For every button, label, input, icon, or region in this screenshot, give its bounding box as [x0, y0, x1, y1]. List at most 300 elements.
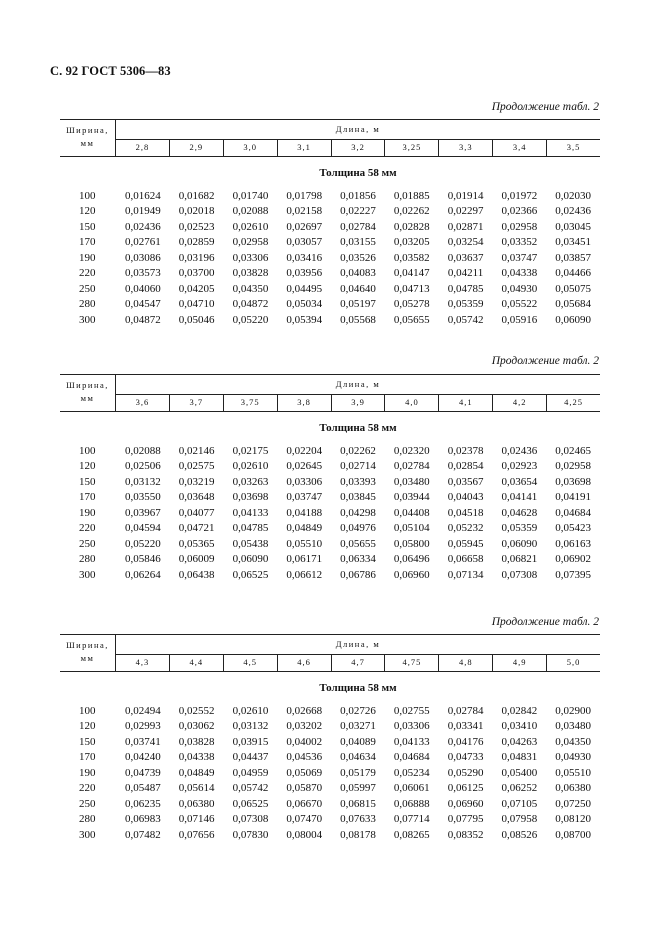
table-header: [60, 634, 600, 672]
length-header-cell: 4,4: [169, 654, 223, 671]
table-row: [60, 474, 600, 490]
volume-cell: 0,04350: [555, 735, 592, 748]
volume-cell: 0,02320: [393, 444, 430, 457]
width-cell: 280: [79, 298, 96, 311]
volume-cell: 0,05234: [393, 766, 430, 779]
volume-cell: 0,04930: [501, 282, 538, 295]
volume-cell: 0,07250: [555, 797, 592, 810]
volume-cell: 0,04298: [340, 506, 376, 519]
volume-cell: 0,03845: [340, 491, 376, 504]
volume-cell: 0,05046: [178, 313, 215, 326]
volume-cell: 0,04849: [178, 766, 215, 779]
width-cell: 300: [79, 568, 96, 581]
volume-cell: 0,03582: [393, 251, 430, 264]
length-group-header: Длина, м: [116, 120, 600, 140]
volume-cell: 0,05438: [232, 537, 269, 550]
volume-cell: 0,06380: [555, 782, 592, 795]
volume-cell: 0,03741: [125, 735, 161, 748]
volume-cell: 0,03062: [178, 720, 215, 733]
volume-cell: 0,02030: [555, 189, 592, 202]
length-header-cell: 4,3: [135, 657, 150, 667]
width-cell: 220: [79, 267, 96, 280]
volume-cell: 0,06380: [178, 797, 215, 810]
volume-cell: 0,04191: [555, 491, 592, 504]
volume-cell: 0,06525: [232, 797, 269, 810]
volume-cell: 0,06960: [393, 568, 430, 581]
volume-cell: 0,05800: [393, 537, 430, 550]
volume-cell: 0,02204: [286, 444, 323, 457]
volume-table: [60, 634, 600, 843]
volume-cell: 0,02993: [125, 720, 161, 733]
width-cell: 300: [79, 828, 96, 841]
volume-cell: 0,07146: [178, 813, 215, 826]
volume-cell: 0,06171: [286, 553, 323, 566]
length-header-cell: 3,2: [331, 139, 385, 156]
thickness-caption: Толщина 58 мм: [319, 167, 397, 179]
volume-cell: 0,05568: [340, 313, 376, 326]
volume-cell: 0,07958: [501, 813, 538, 826]
volume-cell: 0,03155: [340, 236, 376, 249]
volume-cell: 0,08120: [555, 813, 592, 826]
volume-cell: 0,02610: [232, 220, 269, 233]
volume-cell: 0,03550: [125, 491, 161, 504]
volume-cell: 0,07470: [286, 813, 323, 826]
volume-cell: 0,05104: [393, 522, 430, 535]
volume-cell: 0,02088: [232, 205, 269, 218]
volume-cell: 0,03352: [501, 236, 538, 249]
volume-cell: 0,03828: [178, 735, 215, 748]
width-cell: 150: [79, 735, 96, 748]
volume-cell: 0,05359: [447, 298, 484, 311]
volume-cell: 0,02506: [125, 460, 161, 473]
volume-cell: 0,05997: [340, 782, 376, 795]
volume-cell: 0,05069: [286, 766, 323, 779]
width-cell: 190: [79, 506, 96, 519]
length-values-row: [116, 394, 600, 411]
volume-cell: 0,02088: [125, 444, 161, 457]
width-cell: 100: [79, 704, 96, 717]
volume-cell: 0,03263: [232, 475, 269, 488]
volume-cell: 0,02958: [501, 220, 538, 233]
table-row: [60, 490, 600, 506]
volume-cell: 0,04594: [125, 522, 161, 535]
length-header-cell: 4,6: [277, 654, 331, 671]
volume-cell: 0,02366: [501, 205, 538, 218]
volume-cell: 0,03700: [178, 267, 215, 280]
volume-cell: 0,02436: [501, 444, 538, 457]
volume-cell: 0,04547: [125, 298, 161, 311]
volume-cell: 0,02262: [393, 205, 430, 218]
volume-cell: 0,06090: [232, 553, 269, 566]
volume-cell: 0,04872: [232, 298, 269, 311]
volume-cell: 0,04640: [340, 282, 376, 295]
volume-cell: 0,05197: [340, 298, 376, 311]
volume-cell: 0,08526: [501, 828, 538, 841]
volume-cell: 0,02575: [178, 460, 215, 473]
volume-cell: 0,04495: [286, 282, 323, 295]
volume-cell: 0,07395: [555, 568, 592, 581]
volume-cell: 0,08178: [340, 828, 376, 841]
volume-cell: 0,04466: [555, 267, 592, 280]
volume-cell: 0,01885: [393, 189, 430, 202]
volume-cell: 0,05684: [555, 298, 592, 311]
volume-cell: 0,02784: [340, 220, 376, 233]
table-row: [60, 521, 600, 537]
volume-cell: 0,03341: [447, 720, 484, 733]
volume-cell: 0,01949: [125, 205, 161, 218]
table-row: [60, 765, 600, 781]
width-cell: 280: [79, 813, 96, 826]
volume-cell: 0,07633: [340, 813, 376, 826]
volume-cell: 0,04240: [125, 751, 161, 764]
volume-cell: 0,05278: [393, 298, 430, 311]
volume-cell: 0,04205: [178, 282, 215, 295]
table-row: [60, 281, 600, 297]
volume-cell: 0,06496: [393, 553, 430, 566]
volume-cell: 0,02494: [125, 704, 161, 717]
width-cell: 120: [79, 720, 96, 733]
volume-cell: 0,04785: [447, 282, 484, 295]
volume-cell: 0,03915: [232, 735, 269, 748]
volume-cell: 0,03654: [501, 475, 538, 488]
volume-cell: 0,04060: [125, 282, 161, 295]
volume-cell: 0,06658: [447, 553, 484, 566]
length-header-cell: 3,3: [438, 139, 492, 156]
volume-cell: 0,02784: [447, 704, 484, 717]
volume-cell: 0,02854: [447, 460, 484, 473]
volume-cell: 0,06090: [501, 537, 538, 550]
volume-cell: 0,03410: [501, 720, 538, 733]
volume-cell: 0,04147: [393, 267, 430, 280]
length-header-cell: 3,8: [277, 394, 331, 411]
table-row: [60, 703, 600, 719]
volume-cell: 0,02714: [340, 460, 376, 473]
width-header-line: мм: [80, 138, 95, 148]
volume-cell: 0,04133: [393, 735, 430, 748]
width-cell: 220: [79, 782, 96, 795]
table-row: [60, 204, 600, 220]
table-row: [60, 781, 600, 797]
volume-cell: 0,03254: [447, 236, 484, 249]
volume-cell: 0,05232: [447, 522, 484, 535]
volume-cell: 0,05945: [447, 537, 484, 550]
length-header-cell: 4,75: [384, 654, 438, 671]
volume-cell: 0,03132: [125, 475, 161, 488]
thickness-caption: Толщина 58 мм: [319, 682, 397, 694]
volume-cell: 0,05522: [501, 298, 538, 311]
width-header-line: Ширина,: [66, 125, 109, 135]
volume-cell: 0,05846: [125, 553, 161, 566]
volume-cell: 0,07134: [447, 568, 484, 581]
volume-cell: 0,05075: [555, 282, 592, 295]
length-header-cell: 4,0: [384, 394, 438, 411]
volume-cell: 0,04628: [501, 506, 538, 519]
volume-cell: 0,04141: [501, 491, 538, 504]
volume-cell: 0,03271: [340, 720, 376, 733]
volume-cell: 0,05742: [232, 782, 269, 795]
width-header-line: мм: [80, 393, 95, 403]
volume-cell: 0,03567: [447, 475, 484, 488]
width-cell: 250: [79, 537, 96, 550]
volume-cell: 0,02871: [447, 220, 484, 233]
width-cell: 190: [79, 251, 96, 264]
volume-cell: 0,06252: [501, 782, 538, 795]
volume-cell: 0,04338: [178, 751, 215, 764]
volume-cell: 0,04536: [286, 751, 323, 764]
volume-cell: 0,03637: [447, 251, 484, 264]
width-cell: 120: [79, 460, 96, 473]
volume-cell: 0,06334: [340, 553, 376, 566]
volume-cell: 0,07714: [393, 813, 430, 826]
volume-cell: 0,04713: [393, 282, 430, 295]
length-header-cell: 3,9: [331, 394, 385, 411]
width-column-header: [60, 375, 116, 411]
volume-cell: 0,06983: [125, 813, 161, 826]
volume-cell: 0,04849: [286, 522, 323, 535]
volume-cell: 0,04338: [501, 267, 538, 280]
table-row: [60, 459, 600, 475]
volume-cell: 0,03747: [286, 491, 323, 504]
volume-cell: 0,02552: [178, 704, 215, 717]
volume-cell: 0,02859: [178, 236, 215, 249]
length-header-cell: 4,25: [546, 394, 600, 411]
table-row: [60, 719, 600, 735]
volume-cell: 0,04133: [232, 506, 269, 519]
volume-cell: 0,03747: [501, 251, 538, 264]
table-row: [60, 188, 600, 204]
volume-cell: 0,02645: [286, 460, 323, 473]
volume-cell: 0,03306: [232, 251, 269, 264]
volume-cell: 0,03416: [286, 251, 323, 264]
volume-cell: 0,04684: [555, 506, 592, 519]
volume-cell: 0,04930: [555, 751, 592, 764]
table-row: [60, 827, 600, 843]
page-header: С. 92 ГОСТ 5306—83: [50, 64, 171, 78]
volume-cell: 0,03205: [393, 236, 430, 249]
volume-cell: 0,01798: [286, 189, 323, 202]
volume-cell: 0,04263: [501, 735, 538, 748]
volume-cell: 0,06264: [125, 568, 161, 581]
volume-cell: 0,02726: [340, 704, 376, 717]
volume-cell: 0,05220: [125, 537, 161, 550]
volume-cell: 0,04188: [286, 506, 323, 519]
volume-cell: 0,05870: [286, 782, 323, 795]
volume-cell: 0,02436: [125, 220, 161, 233]
volume-cell: 0,04976: [340, 522, 376, 535]
volume-cell: 0,06612: [286, 568, 323, 581]
volume-cell: 0,06902: [555, 553, 592, 566]
volume-cell: 0,02610: [232, 460, 269, 473]
volume-cell: 0,06525: [232, 568, 269, 581]
volume-cell: 0,04831: [501, 751, 538, 764]
volume-cell: 0,03698: [232, 491, 269, 504]
volume-cell: 0,06888: [393, 797, 430, 810]
length-values-row: [116, 654, 600, 671]
volume-cell: 0,05510: [286, 537, 323, 550]
volume-cell: 0,06821: [501, 553, 538, 566]
volume-cell: 0,05290: [447, 766, 484, 779]
width-cell: 300: [79, 313, 96, 326]
volume-cell: 0,02784: [393, 460, 430, 473]
volume-cell: 0,04089: [340, 735, 376, 748]
volume-cell: 0,05400: [501, 766, 538, 779]
table-row: [60, 812, 600, 828]
volume-cell: 0,08265: [393, 828, 430, 841]
volume-cell: 0,02697: [286, 220, 323, 233]
volume-cell: 0,06090: [555, 313, 592, 326]
length-header-cell: 3,75: [223, 394, 277, 411]
volume-cell: 0,06438: [178, 568, 215, 581]
volume-cell: 0,03306: [393, 720, 430, 733]
volume-cell: 0,07795: [447, 813, 484, 826]
width-cell: 250: [79, 797, 96, 810]
volume-cell: 0,04872: [125, 313, 161, 326]
volume-cell: 0,08352: [447, 828, 484, 841]
length-header-cell: 3,0: [223, 139, 277, 156]
volume-cell: 0,03306: [286, 475, 323, 488]
volume-table: [60, 374, 600, 583]
volume-cell: 0,04739: [125, 766, 161, 779]
volume-cell: 0,06786: [340, 568, 376, 581]
width-cell: 150: [79, 475, 96, 488]
volume-cell: 0,02523: [178, 220, 215, 233]
volume-cell: 0,02018: [178, 205, 215, 218]
length-header-cell: 4,7: [331, 654, 385, 671]
volume-cell: 0,05365: [178, 537, 215, 550]
length-header-cell: 5,0: [546, 654, 600, 671]
volume-cell: 0,03956: [286, 267, 323, 280]
volume-cell: 0,03480: [555, 720, 592, 733]
volume-cell: 0,04959: [232, 766, 269, 779]
table-row: [60, 796, 600, 812]
width-cell: 170: [79, 236, 96, 249]
length-header-cell: 2,9: [169, 139, 223, 156]
volume-cell: 0,05742: [447, 313, 484, 326]
volume-cell: 0,06960: [447, 797, 484, 810]
table-row: [60, 312, 600, 328]
length-header-cell: 2,8: [135, 142, 150, 152]
volume-cell: 0,02668: [286, 704, 323, 717]
volume-cell: 0,05220: [232, 313, 269, 326]
table-row: [60, 734, 600, 750]
table-header: [60, 374, 600, 412]
volume-cell: 0,04437: [232, 751, 269, 764]
volume-cell: 0,02610: [232, 704, 269, 717]
length-header-cell: 4,8: [438, 654, 492, 671]
volume-cell: 0,02828: [393, 220, 430, 233]
volume-cell: 0,05916: [501, 313, 538, 326]
volume-cell: 0,04211: [447, 267, 484, 280]
width-cell: 150: [79, 220, 96, 233]
width-cell: 250: [79, 282, 96, 295]
volume-cell: 0,05034: [286, 298, 323, 311]
volume-cell: 0,08004: [286, 828, 323, 841]
volume-cell: 0,01740: [232, 189, 269, 202]
volume-cell: 0,05655: [340, 537, 376, 550]
width-cell: 100: [79, 444, 96, 457]
width-header-line: Ширина,: [66, 640, 109, 650]
length-header-cell: 4,9: [492, 654, 546, 671]
table-row: [60, 250, 600, 266]
volume-cell: 0,07482: [125, 828, 161, 841]
volume-cell: 0,04721: [178, 522, 215, 535]
width-header-line: мм: [80, 653, 95, 663]
volume-cell: 0,01972: [501, 189, 538, 202]
volume-cell: 0,02755: [393, 704, 430, 717]
volume-cell: 0,01624: [125, 189, 161, 202]
length-values-row: [116, 139, 600, 156]
volume-cell: 0,04350: [232, 282, 269, 295]
width-header-line: Ширина,: [66, 380, 109, 390]
volume-table: [60, 119, 600, 328]
volume-cell: 0,04518: [447, 506, 484, 519]
volume-cell: 0,04634: [340, 751, 376, 764]
volume-cell: 0,02958: [232, 236, 269, 249]
continuation-note: Продолжение табл. 2: [491, 616, 599, 628]
volume-cell: 0,04408: [393, 506, 430, 519]
length-header-cell: 3,25: [384, 139, 438, 156]
volume-cell: 0,02227: [340, 205, 376, 218]
volume-cell: 0,06061: [393, 782, 430, 795]
volume-cell: 0,02761: [125, 236, 161, 249]
volume-cell: 0,04785: [232, 522, 269, 535]
volume-cell: 0,07308: [232, 813, 269, 826]
volume-cell: 0,07830: [232, 828, 269, 841]
length-header-cell: 3,1: [277, 139, 331, 156]
volume-cell: 0,03857: [555, 251, 592, 264]
volume-cell: 0,05359: [501, 522, 538, 535]
continuation-note: Продолжение табл. 2: [491, 355, 599, 367]
width-cell: 170: [79, 491, 96, 504]
table-row: [60, 443, 600, 459]
volume-cell: 0,02262: [340, 444, 376, 457]
table-row: [60, 567, 600, 583]
volume-cell: 0,08700: [555, 828, 592, 841]
volume-cell: 0,01856: [340, 189, 376, 202]
volume-cell: 0,03045: [555, 220, 592, 233]
volume-cell: 0,04176: [447, 735, 484, 748]
volume-cell: 0,07105: [501, 797, 538, 810]
volume-cell: 0,04002: [286, 735, 323, 748]
volume-cell: 0,02297: [447, 205, 484, 218]
volume-cell: 0,01914: [447, 189, 484, 202]
volume-cell: 0,07308: [501, 568, 538, 581]
length-header-cell: 3,5: [546, 139, 600, 156]
volume-cell: 0,03573: [125, 267, 161, 280]
volume-cell: 0,02146: [178, 444, 215, 457]
volume-cell: 0,07656: [178, 828, 215, 841]
volume-cell: 0,02436: [555, 205, 592, 218]
volume-cell: 0,04733: [447, 751, 484, 764]
volume-cell: 0,03480: [393, 475, 430, 488]
length-header-cell: 3,6: [135, 397, 150, 407]
width-cell: 190: [79, 766, 96, 779]
volume-cell: 0,01682: [178, 189, 215, 202]
volume-cell: 0,06235: [125, 797, 161, 810]
length-header-cell: 4,5: [223, 654, 277, 671]
volume-cell: 0,03648: [178, 491, 215, 504]
length-header-cell: 3,7: [169, 394, 223, 411]
width-column-header: [60, 635, 116, 671]
volume-cell: 0,05510: [555, 766, 592, 779]
table-header: [60, 119, 600, 157]
volume-cell: 0,03967: [125, 506, 161, 519]
length-header-cell: 4,1: [438, 394, 492, 411]
volume-cell: 0,05614: [178, 782, 215, 795]
volume-cell: 0,03196: [178, 251, 215, 264]
volume-cell: 0,04684: [393, 751, 430, 764]
table-row: [60, 297, 600, 313]
